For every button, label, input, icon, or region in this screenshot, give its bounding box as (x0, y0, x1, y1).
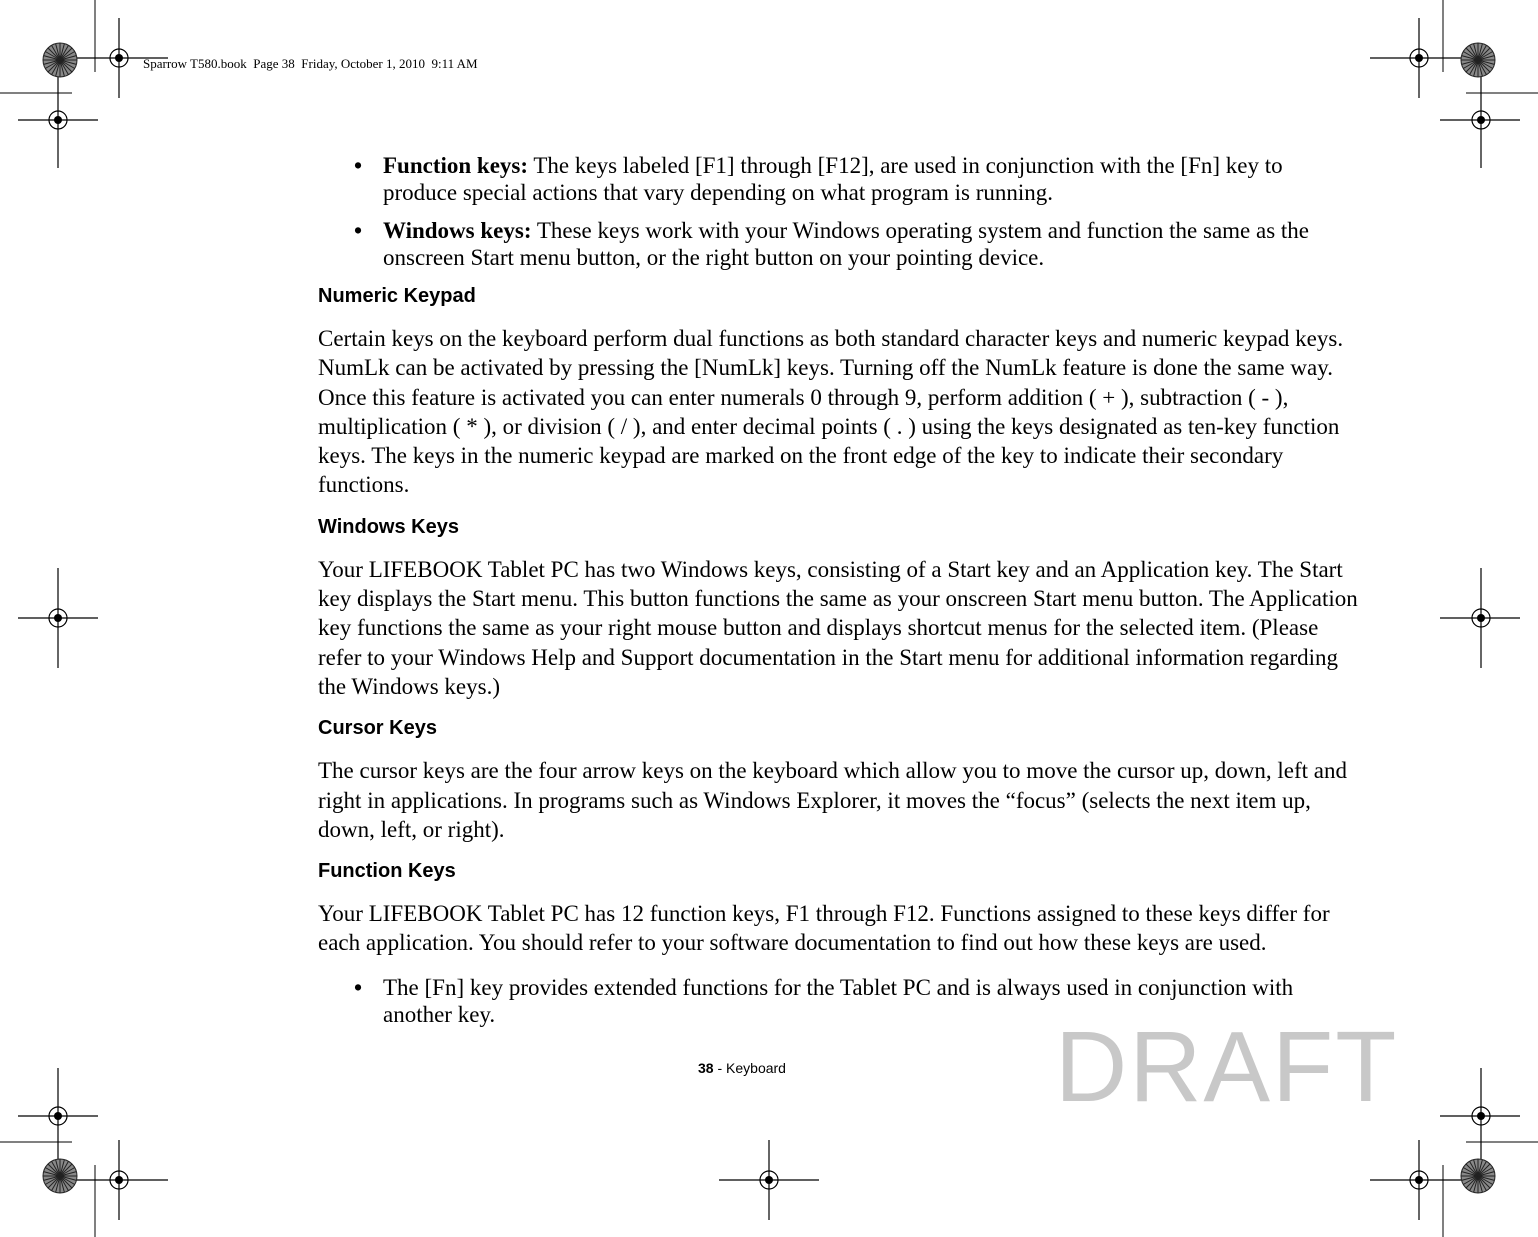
bullet-term: Function keys: (383, 153, 529, 178)
bullet-text: These keys work with your Windows operating system and function the same as the onscreen Start menu button, or the right button on your pointing device. (383, 218, 1310, 270)
bullet-dot: • (354, 218, 363, 243)
print-slug: Sparrow T580.book Page 38 Friday, October 1, 2010 9:11 AM (143, 56, 478, 71)
paragraph-function-keys: Your LIFEBOOK Tablet PC has 12 function keys, F1 through F12. Functions assigned to these keys differ for each application. You should refer to your software documentation to find out how these keys are used. (318, 901, 1330, 956)
bullet-text: The keys labeled [F1] through [F12], are used in conjunction with the [Fn] key to produce special actions that vary depending on what program is running. (383, 153, 1283, 205)
chapter-name: Keyboard (726, 1060, 786, 1076)
heading-function-keys: Function Keys (318, 860, 456, 883)
page-number: 38 (698, 1060, 714, 1076)
paragraph-windows-keys: Your LIFEBOOK Tablet PC has two Windows keys, consisting of a Start key and an Application key. The Start key displays the Start menu. This button functions the same as your onscreen Start menu button. The Application key functions the same as your right mouse button and displays shortcut menus for the selected item. (Please refer to your Windows Help and Support documentation in the Start menu for additional information regarding the Windows keys.) (318, 556, 1358, 699)
page-content (318, 152, 1360, 1039)
draft-watermark: DRAFT (1055, 1011, 1399, 1123)
page-footer (698, 1060, 786, 1076)
footer-separator: - (713, 1060, 727, 1076)
heading-windows-keys: Windows Keys (318, 515, 459, 538)
heading-numeric-keypad: Numeric Keypad (318, 285, 476, 307)
bullet-dot: • (354, 153, 363, 178)
paragraph-cursor-keys: The cursor keys are the four arrow keys on the keyboard which allow you to move the cursor up, down, left and right in applications. In programs such as Windows Explorer, it moves the “focus” (selects the next item up, down, left, or right). (318, 758, 1347, 842)
bullet-windows-keys (318, 217, 1360, 271)
bullet-function-keys (318, 152, 1360, 206)
paragraph-numeric-keypad: Certain keys on the keyboard perform dual functions as both standard character keys and numeric keypad keys. NumLk can be activated by pressing the [NumLk] keys. Turning off the NumLk feature is done the same way. Once this feature is activated you can enter numerals 0 through 9, perform addition ( + ), subtraction ( - ), multiplication ( * ), or division ( / ), and enter decimal points ( . ) using the keys designated as ten-key function keys. The keys in the numeric keypad are marked on the front edge of the key to indicate their secondary functions. (318, 326, 1344, 498)
heading-cursor-keys: Cursor Keys (318, 717, 437, 740)
bullet-text: The [Fn] key provides extended functions for the Tablet PC and is always used in conjunction with another key. (383, 974, 1294, 1027)
bullet-term: Windows keys: (383, 218, 532, 243)
bullet-dot: • (354, 974, 363, 1000)
